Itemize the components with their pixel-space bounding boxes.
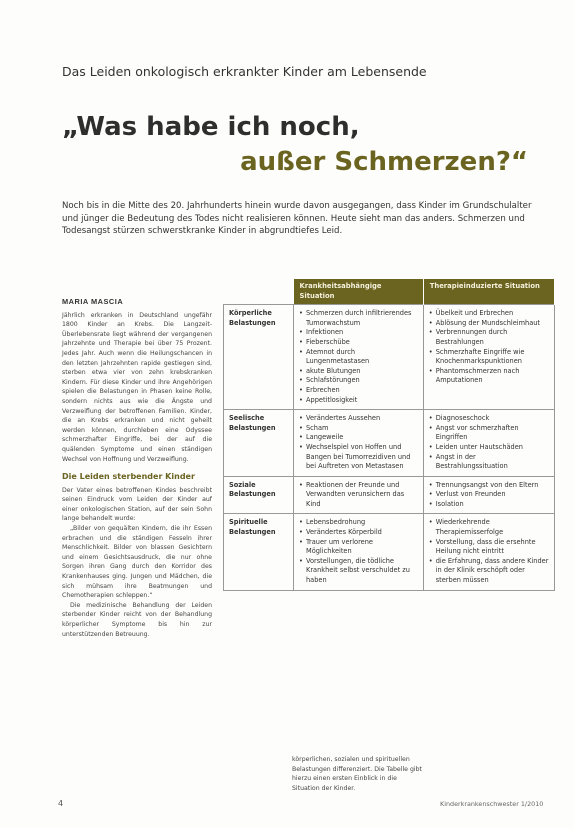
article-paragraph: Der Vater eines betroffenen Kindes beschreibt seinen Eindruck vom Leiden der Kinder auf einer onkologischen Station, auf der sein Sohn lange behandelt wurde: [62,486,212,523]
cell-disease [294,476,424,514]
table-row [224,476,555,514]
row-category: Soziale Belastungen [224,476,294,514]
article-left-column [62,297,212,639]
list-item: • Isolation [429,500,549,510]
bullet-list [429,414,549,472]
list-item: • Verbrennungen durch Bestrahlungen [429,328,549,347]
cell-disease [294,514,424,590]
row-category: Körperliche Belastungen [224,305,294,410]
list-item: • Schlafstörungen [299,376,418,386]
list-item: • Phantomschmerzen nach Amputationen [429,367,549,386]
list-item: • Trennungsangst von den Eltern [429,481,549,491]
bullet-list [299,518,418,585]
column-header-therapy: Therapieinduzierte Situation [423,279,554,305]
burden-table [223,279,555,591]
bullet-list [429,518,549,585]
list-item: • akute Blutungen [299,367,418,377]
kicker: Das Leiden onkologisch erkrankter Kinder am Lebensende [62,64,427,79]
list-item: • Angst in der Bestrahlungssituation [429,453,549,472]
page-number: 4 [58,799,64,808]
list-item: • Lebensbedrohung [299,518,418,528]
list-item: • Appetitlosigkeit [299,396,418,406]
row-category: Spirituelle Belastungen [224,514,294,590]
list-item: • Ablösung der Mundschleimhaut [429,319,549,329]
table-corner [224,279,294,305]
table-row [224,305,555,410]
row-category: Seelische Belastungen [224,410,294,477]
cell-disease [294,410,424,477]
list-item: • Infektionen [299,328,418,338]
headline-line-2: außer Schmerzen?“ [240,147,528,177]
list-item: • Fieberschübe [299,338,418,348]
below-table-text: körperlichen, sozialen und spirituellen Belastungen differenziert. Die Tabelle gibt hierzu einen ersten Einblick in die Situation der Kinder. [292,756,422,792]
list-item: • Wechselspiel von Hoffen und Bangen bei Tumorrezidiven und bei Auftreten von Metastasen [299,443,418,472]
list-item: • Verändertes Aussehen [299,414,418,424]
list-item: • Scham [299,424,418,434]
bullet-list [299,309,418,405]
list-item: • die Erfahrung, dass andere Kinder in der Klinik erschöpft oder sterben müssen [429,557,549,586]
list-item: • Schmerzen durch infiltrierendes Tumorwachstum [299,309,418,328]
list-item: • Vorstellungen, die tödliche Krankheit selbst verschuldet zu haben [299,557,418,586]
table-header-row [224,279,555,305]
list-item: • Langeweile [299,433,418,443]
cell-therapy [423,410,554,477]
bullet-list [299,414,418,472]
table-row [224,514,555,590]
footer-publication: Kinderkrankenschwester 1/2010 [440,800,544,808]
list-item: • Erbrechen [299,386,418,396]
article-paragraph: Die medizinische Behandlung der Leiden sterbender Kinder reicht von der Behandlung körperlicher Symptome bis hin zur unterstützenden Betreuung. [62,601,212,638]
cell-therapy [423,514,554,590]
headline-line-1: „Was habe ich noch, [62,112,360,142]
list-item: • Trauer um verlorene Möglichkeiten [299,538,418,557]
article-paragraph: Jährlich erkranken in Deutschland ungefähr 1800 Kinder an Krebs. Die Langzeit-Überlebensrate liegt während der vergangenen Jahrzehnte und Therapie bei über 75 Prozent. Jedes Jahr. Auch wenn die Heilungschancen in den letzten Jahrzehnten rapide gestiegen sind, sterben etwa vier von zehn krebskranken Kindern. Für diese Kinder und ihre Angehörigen spielen die Belastungen in Phasen keine Rolle, sondern nichts aus wie die Ängste und Verzweiflung der betroffenen Familien. Kinder, die an Krebs erkranken und nicht geheilt werden können, durchleben eine Odyssee schmerzhafter Eingriffe, bei der auf die quälenden Symptome und einen ständigen Wechsel von Hoffnung und Verzweiflung. [62,311,212,463]
list-item: • Verlust von Freunden [429,490,549,500]
bullet-list [429,481,549,510]
list-item: • Reaktionen der Freunde und Verwandten verunsichern das Kind [299,481,418,510]
list-item: • Diagnoseschock [429,414,549,424]
headline [62,110,552,180]
list-item: • Wiederkehrende Therapiemisserfolge [429,518,549,537]
list-item: • Übelkeit und Erbrechen [429,309,549,319]
list-item: • Angst vor schmerzhaften Eingriffen [429,424,549,443]
list-item: • Verändertes Körperbild [299,528,418,538]
list-item: • Leiden unter Hautschäden [429,443,549,453]
list-item: • Schmerzhafte Eingriffe wie Knochenmarkspunktionen [429,348,549,367]
list-item: • Atemnot durch Lungenmetastasen [299,348,418,367]
article-subhead: Die Leiden sterbender Kinder [62,472,195,482]
table-row [224,410,555,477]
list-item: • Vorstellung, dass die ersehnte Heilung nicht eintritt [429,538,549,557]
author-name: MARIA MASCIA [62,297,124,306]
article-quote: „Bilder von gequälten Kindern, die ihr Essen erbrachen und die ständigen Fesseln ihrer Menschlichkeit. Bilder von blassen Gesichtern und einem Gesichtsausdruck, die nur ohne Sorgen ihren Gang durch den Korridor des Krankenhauses ging. Jungen und Mädchen, die sich mühsam ihre Beatmungen und Chemotherapien schleppen.“ [62,525,212,600]
cell-therapy [423,476,554,514]
cell-therapy [423,305,554,410]
cell-disease [294,305,424,410]
lead-paragraph: Noch bis in die Mitte des 20. Jahrhunderts hinein wurde davon ausgegangen, dass Kinder im Grundschulalter und jünger die Bedeutung des Todes nicht realisieren können. Heute sieht man das anders. Schmerzen und Todesangst stürzen schwerstkranke Kinder in abgrundtiefes Leid. [62,201,532,237]
column-header-disease: Krankheitsabhängige Situation [294,279,424,305]
bullet-list [299,481,418,510]
bullet-list [429,309,549,386]
